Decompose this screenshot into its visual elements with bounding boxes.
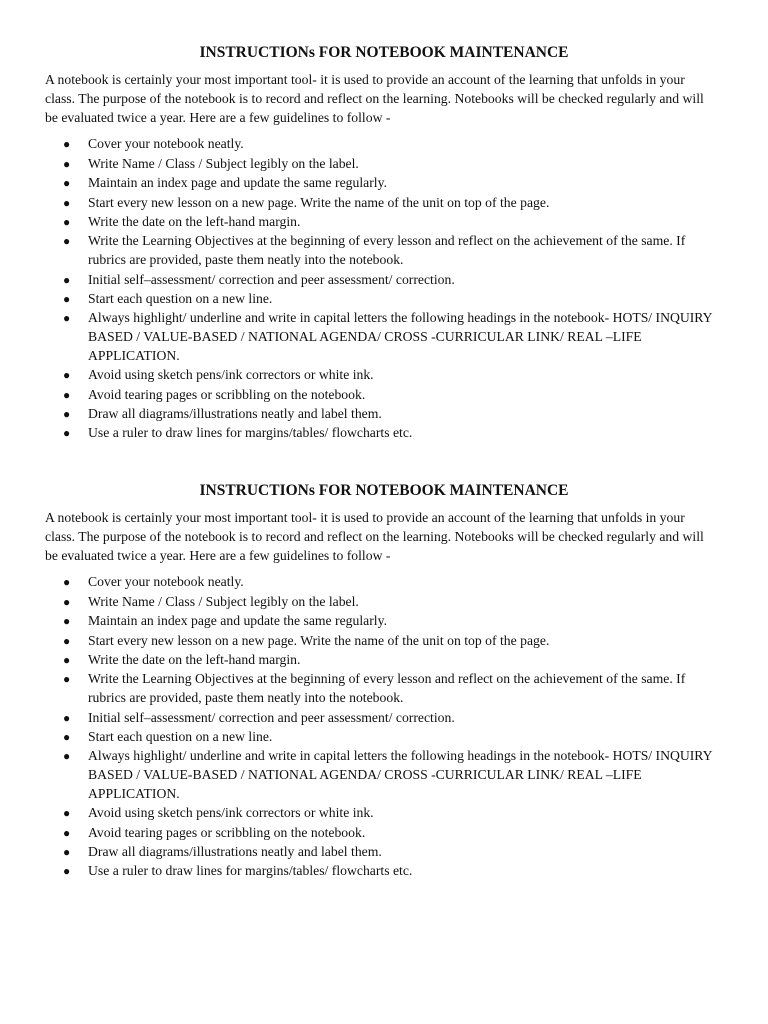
bullet-icon: ●	[63, 407, 71, 422]
bullet-icon: ●	[63, 156, 71, 171]
list-item: ● Avoid using sketch pens/ink correctors or white ink.	[45, 804, 715, 823]
bullet-icon: ●	[63, 575, 71, 590]
intro-paragraph: A notebook is certainly your most important tool- it is used to provide an account of the learning that unfolds in your class. The purpose of the notebook is to record and reflect on the learning. Notebooks will be checked regularly and will be evaluated twice a year. Here are a few guidelines to follow -	[45, 510, 704, 563]
list-item: ● Always highlight/ underline and write in capital letters the following headings in the notebook- HOTS/ INQUIRY BASED / VALUE-BASED / NATIONAL AGENDA/ CROSS -CURRICULAR LINK/ REAL –LIFE APPLICATION.	[63, 748, 713, 801]
instructions-section-2	[45, 481, 715, 882]
bullet-icon: ●	[63, 806, 71, 821]
list-item: ● Draw all diagrams/illustrations neatly and label them.	[45, 843, 715, 862]
bullet-icon: ●	[63, 137, 71, 152]
bullet-icon: ●	[63, 272, 71, 287]
list-item: ● Avoid tearing pages or scribbling on the notebook.	[45, 386, 715, 405]
bullet-icon: ●	[63, 614, 71, 629]
bullet-icon: ●	[63, 311, 71, 326]
bullet-icon: ●	[63, 749, 71, 764]
section-heading: INSTRUCTIONs FOR NOTEBOOK MAINTENANCE	[199, 44, 569, 61]
list-item: ● Write the Learning Objectives at the beginning of every lesson and reflect on the achievement of the same. If rubrics are provided, paste them neatly into the notebook.	[63, 671, 686, 706]
bullet-icon: ●	[63, 387, 71, 402]
bullet-icon: ●	[63, 729, 71, 744]
list-item: ● Cover your notebook neatly.	[45, 573, 715, 592]
bullet-icon: ●	[63, 368, 71, 383]
bullet-icon: ●	[63, 825, 71, 840]
list-item: ● Cover your notebook neatly.	[45, 135, 715, 154]
list-item: ● Write the Learning Objectives at the beginning of every lesson and reflect on the achievement of the same. If rubrics are provided, paste them neatly into the notebook.	[63, 233, 686, 268]
list-item: ● Always highlight/ underline and write in capital letters the following headings in the notebook- HOTS/ INQUIRY BASED / VALUE-BASED / NATIONAL AGENDA/ CROSS -CURRICULAR LINK/ REAL –LIFE APPLICATION.	[63, 310, 713, 363]
section-heading: INSTRUCTIONs FOR NOTEBOOK MAINTENANCE	[199, 482, 569, 499]
list-item: ● Draw all diagrams/illustrations neatly and label them.	[45, 405, 715, 424]
bullet-icon: ●	[63, 710, 71, 725]
list-item: ● Use a ruler to draw lines for margins/tables/ flowcharts etc.	[45, 862, 715, 881]
intro-paragraph: A notebook is certainly your most important tool- it is used to provide an account of the learning that unfolds in your class. The purpose of the notebook is to record and reflect on the learning. Notebooks will be checked regularly and will be evaluated twice a year. Here are a few guidelines to follow -	[45, 72, 704, 125]
list-item: ● Write Name / Class / Subject legibly on the label.	[45, 593, 715, 612]
list-item: ● Initial self–assessment/ correction and peer assessment/ correction.	[45, 271, 715, 290]
list-item: ● Write the date on the left-hand margin.	[45, 213, 715, 232]
bullet-icon: ●	[63, 594, 71, 609]
bullet-icon: ●	[63, 426, 71, 441]
list-item: ● Start each question on a new line.	[45, 728, 715, 747]
guidelines-list	[45, 135, 715, 443]
bullet-icon: ●	[63, 195, 71, 210]
bullet-icon: ●	[63, 672, 71, 687]
list-item: ● Start each question on a new line.	[45, 290, 715, 309]
bullet-icon: ●	[63, 291, 71, 306]
bullet-icon: ●	[63, 234, 71, 249]
instructions-section-1	[45, 43, 715, 444]
bullet-icon: ●	[63, 652, 71, 667]
bullet-icon: ●	[63, 214, 71, 229]
bullet-icon: ●	[63, 845, 71, 860]
list-item: ● Write the date on the left-hand margin.	[45, 651, 715, 670]
guidelines-list	[45, 573, 715, 881]
bullet-icon: ●	[63, 864, 71, 879]
list-item: ● Maintain an index page and update the same regularly.	[45, 612, 715, 631]
list-item: ● Avoid tearing pages or scribbling on the notebook.	[45, 824, 715, 843]
list-item: ● Write Name / Class / Subject legibly on the label.	[45, 155, 715, 174]
bullet-icon: ●	[63, 176, 71, 191]
list-item: ● Avoid using sketch pens/ink correctors or white ink.	[45, 366, 715, 385]
list-item: ● Initial self–assessment/ correction and peer assessment/ correction.	[45, 709, 715, 728]
bullet-icon: ●	[63, 633, 71, 648]
list-item: ● Start every new lesson on a new page. Write the name of the unit on top of the page.	[45, 194, 715, 213]
list-item: ● Maintain an index page and update the same regularly.	[45, 174, 715, 193]
list-item: ● Use a ruler to draw lines for margins/tables/ flowcharts etc.	[45, 424, 715, 443]
list-item: ● Start every new lesson on a new page. Write the name of the unit on top of the page.	[45, 632, 715, 651]
